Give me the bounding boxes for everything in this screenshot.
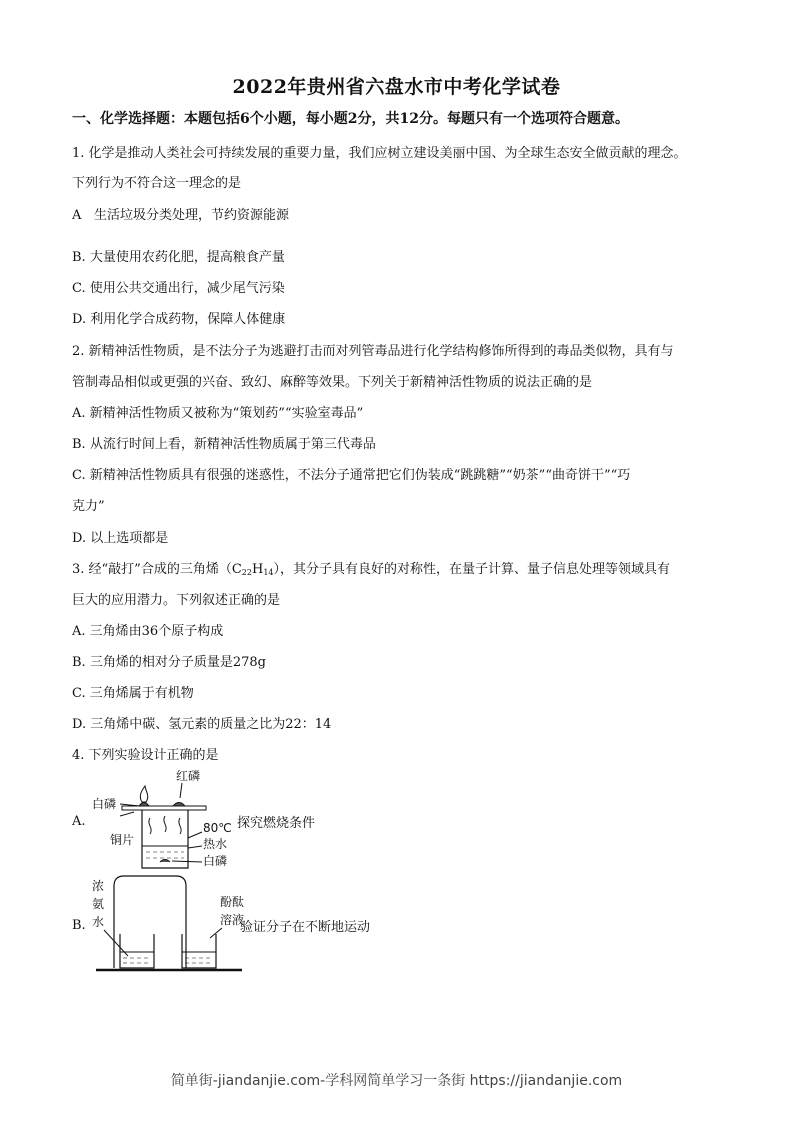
q1-option-b: B. 大量使用农药化肥，提高粮食产量 [72,250,285,265]
temperature-label: 80℃ [203,821,232,835]
q1-option-a-label: A [72,208,82,223]
footer-watermark: 简单街-jiandanjie.com-学科网简单学习一条街 https://jiandanjie.com [170,1073,623,1089]
q2-option-c-line1: C. 新精神活性物质具有很强的迷惑性，不法分子通常把它们伪装成“跳跳糖”“奶茶”“曲奇饼干”“巧 [72,468,631,483]
copper-sheet [122,806,206,810]
section-heading: 一、化学选择题：本题包括6个小题，每小题2分，共12分。每题只有一个选项符合题意。 [72,111,629,127]
molecular-motion-diagram [90,874,250,974]
q3-option-b: B. 三角烯的相对分子质量是278g [72,655,266,670]
phenolphthalein-label-2: 溶液 [220,913,245,927]
ammonia-label-2: 氨 [92,897,105,911]
q3-option-c: C. 三角烯属于有机物 [72,686,194,701]
q4-option-b-label: B. [72,918,86,933]
flame-icon [140,786,147,802]
combustion-experiment-diagram [90,766,240,876]
q2-option-c-line2: 克力” [72,499,105,514]
q1-option-d: D. 利用化学合成药物，保障人体健康 [72,312,286,327]
q3-option-a: A. 三角烯由36个原子构成 [72,624,224,639]
q1-stem-line2: 下列行为不符合这一理念的是 [72,176,242,191]
q4-stem: 4. 下列实验设计正确的是 [72,748,219,763]
ammonia-label-3: 水 [92,915,105,929]
q2-option-a: A. 新精神活性物质又被称为“策划药”“实验室毒品” [72,406,364,421]
q1-option-a [72,204,289,223]
page-title: 2022年贵州省六盘水市中考化学试卷 [232,76,561,98]
q2-stem-line1: 2. 新精神活性物质，是不法分子为逃避打击而对列管毒品进行化学结构修饰所得到的毒品类似物，具有与 [72,344,674,359]
q3-stem-post: ），其分子具有良好的对称性，在量子计算、量子信息处理等领域具有 [273,562,671,577]
white-phosphorus-top-label: 白磷 [92,797,117,811]
bell-jar [114,876,186,968]
q3-stem-line1 [72,558,670,577]
phenolphthalein-label-1: 酚酞 [220,895,245,909]
q3-formula-sub-h: 14 [263,568,274,577]
q2-option-d: D. 以上选项都是 [72,531,169,546]
q1-option-c: C. 使用公共交通出行，减少尾气污染 [72,281,285,296]
q4-option-a-caption: 探究燃烧条件 [237,816,316,831]
q2-option-b: B. 从流行时间上看，新精神活性物质属于第三代毒品 [72,437,376,452]
q1-option-a-text: 生活垃圾分类处理，节约资源能源 [94,208,290,223]
copper-sheet-label: 铜片 [110,833,135,847]
q3-stem-pre: 3. 经“敲打”合成的三角烯（C [72,562,242,577]
hot-water-label: 热水 [203,837,228,851]
q3-stem-mid: H [251,562,264,577]
q3-stem-line2: 巨大的应用潜力。下列叙述正确的是 [72,593,281,608]
q4-option-a-label: A. [72,814,86,829]
white-phosphorus-bottom-label: 白磷 [203,854,228,868]
q2-stem-line2: 管制毒品相似或更强的兴奋、致幻、麻醉等效果。下列关于新精神活性物质的说法正确的是 [72,375,593,390]
q3-option-d: D. 三角烯中碳、氢元素的质量之比为22：14 [72,717,332,732]
ammonia-label-1: 浓 [92,879,105,893]
q4-option-b-caption: 验证分子在不断地运动 [240,920,371,935]
red-phosphorus-label: 红磷 [176,769,201,783]
q1-stem-line1: 1. 化学是推动人类社会可持续发展的重要力量，我们应树立建设美丽中国、为全球生态安全做贡献的理念。 [72,146,687,161]
q3-formula-sub-c: 22 [241,568,252,577]
